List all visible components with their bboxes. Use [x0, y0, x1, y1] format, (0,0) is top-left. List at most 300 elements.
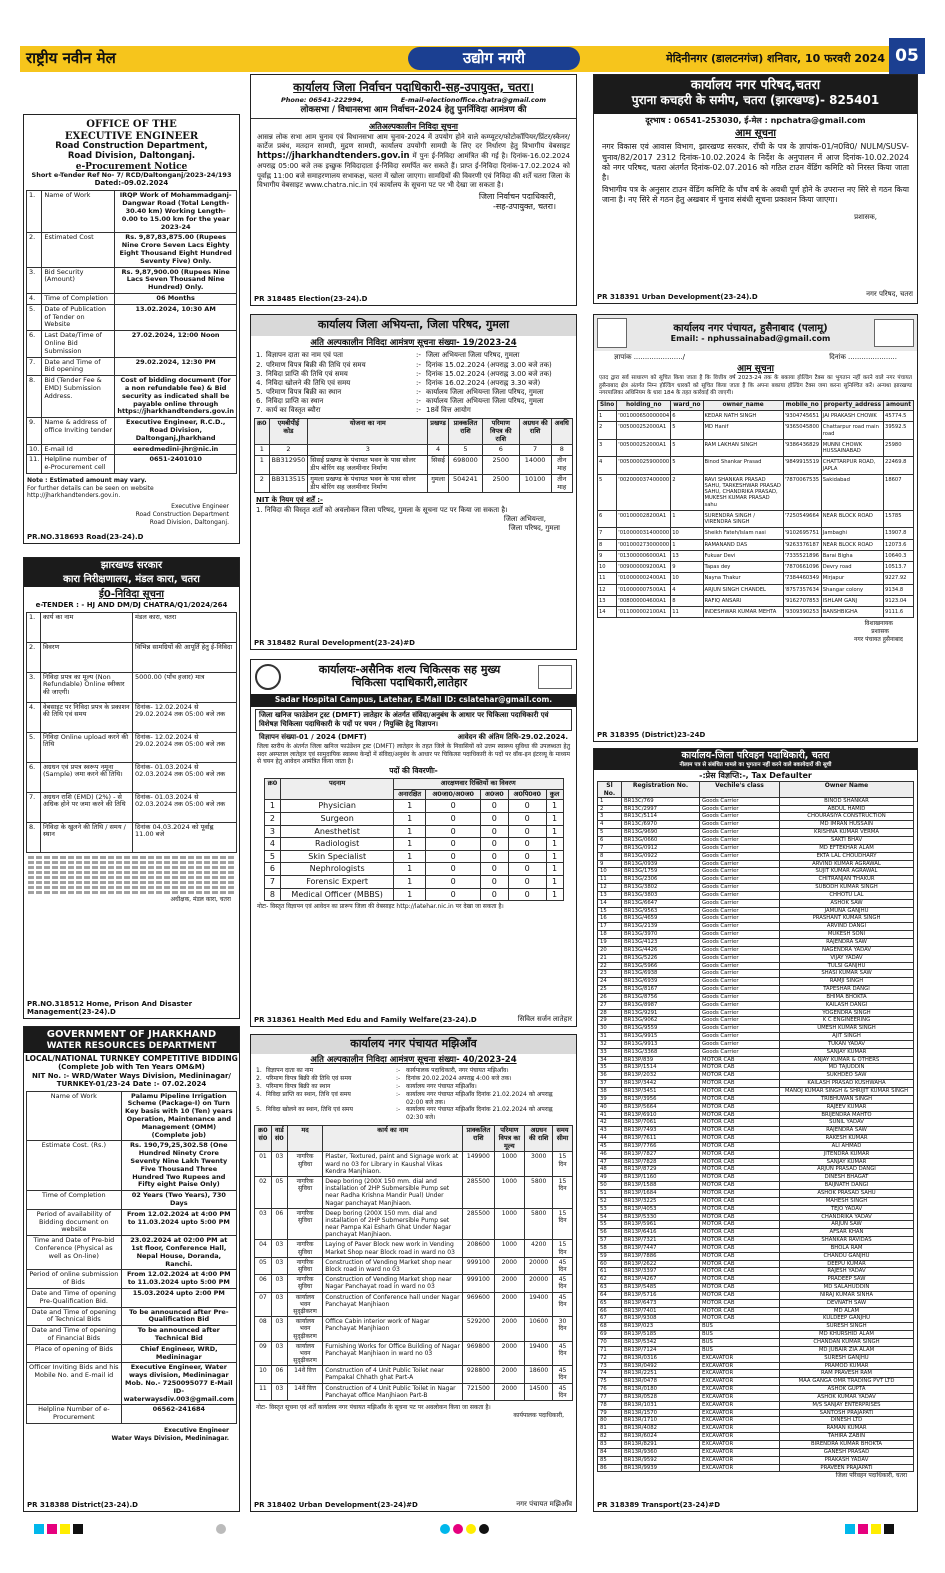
ad-title-2: पुराना कचहरी के समीप, चतरा (झारखण्ड)- 825401 [631, 92, 880, 107]
table-cell: YOGENDRA SINGH [780, 1009, 914, 1017]
post-count: 1 [393, 813, 426, 826]
col-header: प्रखण्ड [428, 419, 449, 445]
table-cell: 12 [598, 884, 622, 892]
table-cell: '9365045800 [783, 422, 821, 439]
table-cell: 15 [598, 907, 622, 915]
table-row [598, 1229, 914, 1237]
table-cell: BR13G/2306 [622, 876, 700, 884]
col-header: समय सीमा [553, 1125, 573, 1151]
ad-note-2: For further details can be seen on website http://jharkhandtenders.gov.in. [27, 484, 154, 500]
post-count: 1 [546, 838, 563, 851]
table-cell: BR13G/6647 [622, 899, 700, 907]
table-cell: ISHLAM GANJ [821, 595, 883, 606]
table-cell: EXCAVATOR [700, 1433, 780, 1441]
ad-sign-2: जिला परिषद, गुमला [508, 523, 560, 532]
table-cell: 37 [598, 1080, 622, 1088]
col-header: क्र0 सं0 [255, 1125, 272, 1151]
table-row [27, 612, 237, 642]
col-header: प्राक्कलित राशि [448, 419, 482, 445]
post-name: Radiologist [281, 838, 393, 851]
col-header: mobile_no [783, 401, 821, 411]
table-row [264, 838, 563, 851]
row-value: Cost of bidding document (for a non refundable fee) & Bid security as indicated shall be payable online through https://jharkhandtenders.gov.in [115, 376, 237, 418]
table-row [27, 267, 237, 293]
table-cell: 999100 [463, 1275, 494, 1292]
table-cell: BR13R/9360 [622, 1448, 700, 1456]
table-cell: SHANKAR RAVIDAS [780, 1237, 914, 1245]
row-number: 2. [27, 233, 42, 267]
table-row [598, 1299, 914, 1307]
table-row [598, 1370, 914, 1378]
table-cell: नागरिक सुविधा [287, 1275, 322, 1292]
table-cell: 25 [598, 986, 622, 994]
tender-link[interactable]: https://jharkhandtenders.gov.in [257, 151, 410, 162]
table-cell: TEJO YADAV [780, 1205, 914, 1213]
row-value: दिनांक- 12.02.2024 से 29.02.2024 तक 05:00 बजे तक [133, 702, 237, 732]
row-value: 06 Months [115, 293, 237, 304]
row-label: Helpline number of e-Procurement cell [42, 455, 115, 474]
row-label: Place of opening of Bids [27, 1344, 122, 1363]
post-name: Skin Specialist [281, 850, 393, 863]
table-cell: '011000002100A1 [617, 607, 671, 618]
row-label: Last Date/Time of Online Bid Submission [42, 331, 115, 357]
table-cell: NIRAJ KUMAR SINHA [780, 1291, 914, 1299]
post-count: 0 [480, 825, 508, 838]
table-cell: '001000273000000 [617, 539, 671, 550]
table-cell: 50 [598, 1182, 622, 1190]
row-sep: :- [396, 1090, 401, 1098]
ad-title: OFFICE OF THE [86, 119, 177, 130]
table-cell: कार्यालय भवन सुदृढ़ीकरण [287, 1317, 322, 1342]
table-row [255, 456, 573, 475]
table-cell: 1000 [494, 1240, 525, 1257]
ad-nit-2: TURNKEY-01/23-24 Date :- 07.02.2024 [56, 1079, 207, 1088]
table-cell: 06 [271, 1366, 287, 1383]
table-cell: 23 [598, 970, 622, 978]
post-count: 1 [546, 875, 563, 888]
table-cell: CHATTARPUR ROAD, JAPLA [821, 457, 883, 474]
row-value: दिनांक 16.02.2024 (अपराह्न 3.30 बजे) [426, 378, 541, 387]
col-header: परिमाण विपत्र का मूल्य [494, 1125, 525, 1151]
col-number: 4 [428, 445, 449, 456]
ad-dept: कारा निरीक्षणालय, मंडल कारा, चतरा [24, 574, 239, 588]
row-label: Period of availability of Bidding document on website [27, 1209, 122, 1235]
post-count: 0 [508, 888, 546, 901]
ad-election-tender [250, 74, 577, 306]
table-cell: ARVIND DANGI [780, 923, 914, 931]
table-cell: 03 [271, 1275, 287, 1292]
table-cell: MUKESH SONI [780, 931, 914, 939]
table-cell: 33 [598, 1048, 622, 1056]
table-cell: 8 [598, 539, 617, 550]
table-cell: 14वें वित्त [287, 1383, 322, 1400]
pr-number: PR 318389 Transport(23-24)#D [597, 1501, 721, 1509]
table-cell: 60 [598, 1260, 622, 1268]
table-cell: JAMUNA GANJHU [780, 907, 914, 915]
table-cell: 63 [598, 1284, 622, 1292]
logo-icon [538, 665, 572, 689]
table-cell: Goods Carrier [700, 1017, 780, 1025]
row-value: Rs. 9,87,900.00 (Rupees Nine Lacs Seven Thousand Nine Hundred) Only. [115, 267, 237, 293]
ad-title-2: WATER RESOURCES DEPARTMENT [24, 1041, 239, 1053]
row-value: 06562-241684 [121, 1405, 236, 1424]
table-cell: 02 [255, 1176, 272, 1208]
table-cell: BR13P/4053 [622, 1205, 700, 1213]
post-count: 0 [508, 850, 546, 863]
table-cell: MD ALAM [780, 1307, 914, 1315]
row-label: विज्ञापन दाता का नाम [266, 1067, 314, 1075]
col-header: कार्य का नाम [323, 1125, 463, 1151]
table-cell: 66 [598, 1307, 622, 1315]
table-cell: MUNNI CHOWK HUSSAINABAD [821, 439, 883, 456]
table-cell: 8 [598, 852, 622, 860]
table-cell: BR13C/769 [622, 797, 700, 805]
table-cell: MOTOR CAB [700, 1189, 780, 1197]
table-row [598, 946, 914, 954]
table-row [598, 1409, 914, 1417]
table-cell: 22 [598, 962, 622, 970]
table-cell: 19400 [525, 1292, 553, 1317]
table-cell: CHANDU GANJHU [780, 1252, 914, 1260]
table-cell: TAPESHAR DANGI [780, 986, 914, 994]
table-cell: 68 [598, 1323, 622, 1331]
table-cell: BR13P/7828 [622, 1158, 700, 1166]
pr-number: PR 318395 (District)23-24D [597, 731, 706, 739]
row-value: दिनांक- 01.03.2024 से 02.03.2024 तक 05:00 बजे तक [133, 762, 237, 792]
post-count: 0 [508, 800, 546, 813]
table-cell: 721500 [463, 1383, 494, 1400]
table-cell: 18607 [884, 474, 914, 510]
ad-defaulter-table [597, 781, 914, 1472]
table-cell: Goods Carrier [700, 829, 780, 837]
table-row [598, 868, 914, 876]
table-cell: 67 [598, 1315, 622, 1323]
row-label: Bid (Tender Fee & EMD) Submission Address. [42, 376, 115, 418]
table-row [598, 986, 914, 994]
table-cell: 1 [255, 456, 270, 475]
row-number: 5. [27, 732, 41, 762]
table-row [598, 1362, 914, 1370]
ad-sub: -:प्रेस विज्ञप्ति:-, Tax Defaulter [699, 771, 812, 781]
row-value: कार्यालय नगर पंचायत मझिआँव। [406, 1083, 477, 1090]
table-row [598, 923, 914, 931]
info-row [256, 1075, 571, 1083]
table-cell: 16 [598, 915, 622, 923]
table-cell: 51 [598, 1189, 622, 1197]
ad-latehar-recruitment [250, 659, 577, 1027]
row-value: 15.03.2024 upto 2:00 PM [121, 1288, 236, 1307]
table-cell: BR13P/3956 [622, 1095, 700, 1103]
info-row [256, 379, 571, 388]
table-cell: EXCAVATOR [700, 1370, 780, 1378]
table-cell: MANOJ KUMAR SINGH & SHRIJIT KUMAR SINGH [780, 1088, 914, 1096]
col-header: मद [287, 1125, 322, 1151]
table-cell: 03 [255, 1208, 272, 1240]
table-cell: '7250549664 [783, 510, 821, 527]
ad-body-2: में पुनः ई-निविदा आमंत्रित की गई है। दिनांक-16.02.2024 अपराह्न 05:00 बजे तक इच्छुक निविदादाता ई-निविदा समर्पित कर सकते हैं। प्राप्त ई-निविदा दिनांक-17.02.2024 को पूर्वाह्न 11:00 बजे समाहरणालय सभाकक्ष, चतरा में खोला जाएगा। सामग्रियों की विवरणी एवं निविदा की शर्तें चतरा जिला के विभागीय वेबसाइट www.chatra.nic.in एवं कार्यालय के सूचना पट पर भी देखा जा सकता है। [257, 152, 570, 189]
table-cell: '8757357634 [783, 584, 821, 595]
table-cell: '7335521896 [783, 550, 821, 561]
table-row [27, 1344, 237, 1363]
post-name: Anesthetist [281, 825, 393, 838]
table-cell: '010000031400000 [617, 528, 671, 539]
table-row [598, 1048, 914, 1056]
post-number: 4 [264, 838, 281, 851]
table-cell: '7870661096 [783, 562, 821, 573]
ad-note: NIT के नियम एवं शर्तें :- [256, 496, 323, 505]
table-cell: MOTOR CAB [700, 1166, 780, 1174]
row-value: दिनांक 15.02.2024 (अपराह्न 3.00 बजे तक) [426, 369, 552, 378]
pr-number: PR.NO.318512 Home, Prison And Disaster Management(23-24).D [27, 1000, 193, 1016]
post-count: 0 [426, 838, 480, 851]
table-cell: 40 [598, 1103, 622, 1111]
ad-body-2: विभागीय पत्र के अनुसार टाउन वेंडिंग कमिटि के पाँच वर्ष के अवधी पूर्ण होने के उपरान्त नए सिरे से गठन किया जाना है। नए सिरे से गठन हेतु अखबार में चुनाव संबंधी सूचना प्रकाशन किया जाएगा। [602, 184, 909, 205]
post-count: 0 [480, 838, 508, 851]
table-cell: 85 [598, 1456, 622, 1464]
table-row [598, 1127, 914, 1135]
table-cell: PRADEEP SAW [780, 1276, 914, 1284]
table-cell: 29 [598, 1017, 622, 1025]
table-cell: Deep boring (200X 150 mm. dial and installation of 2HP Submersible Pump set near Pampa Kai Esharh Ghat Under Nagar panchayat Manjhiaon. [323, 1208, 463, 1240]
row-number: 2. [256, 1075, 262, 1083]
table-cell: RAM LAKHAN SINGH [703, 439, 783, 456]
table-cell: MOTOR CAB [700, 1064, 780, 1072]
table-cell: सिसई [428, 456, 449, 475]
post-count: 1 [546, 888, 563, 901]
table-cell: 4 [671, 584, 703, 595]
col-group-header: आरक्षणवार रिक्तियों का विवरण [393, 778, 563, 789]
table-cell: कार्यालय भवन सुदृढ़ीकरण [287, 1341, 322, 1366]
table-row [598, 1072, 914, 1080]
table-cell: 13 [598, 891, 622, 899]
table-cell: BR13P/7766 [622, 1142, 700, 1150]
color-bar-left [34, 1524, 226, 1534]
table-cell: BR13G/4123 [622, 938, 700, 946]
row-value: eeredmedini-jhr@nic.in [115, 444, 237, 455]
table-row [598, 573, 914, 584]
table-row [598, 1033, 914, 1041]
ad-note: Note : Estimated amount may vary. [27, 476, 147, 484]
table-cell: BR13G/0922 [622, 852, 700, 860]
ad-title: कार्यालय जिला अभियन्ता, जिला परिषद, गुमला [251, 315, 576, 336]
table-cell: 2000 [494, 1366, 525, 1383]
table-cell: BRIJENDRA MAHTO [780, 1111, 914, 1119]
table-cell: 38 [598, 1088, 622, 1096]
table-row [598, 1111, 914, 1119]
table-cell: MOTOR CAB [700, 1135, 780, 1143]
post-count: 0 [426, 800, 480, 813]
post-count: 0 [426, 863, 480, 876]
table-cell: BR13R/9939 [622, 1464, 700, 1472]
table-cell: Goods Carrier [700, 1040, 780, 1048]
table-cell: 45 दिन [553, 1275, 573, 1292]
table-cell: 82 [598, 1433, 622, 1441]
col-header: अवधि [551, 419, 572, 445]
table-cell: PRAKASH YADAV [780, 1456, 914, 1464]
table-cell: Goods Carrier [700, 821, 780, 829]
table-cell: '9849915519 [783, 457, 821, 474]
table-cell: 56 [598, 1229, 622, 1237]
table-cell: 03 [271, 1317, 287, 1342]
table-cell: KEDAR NATH SINGH [703, 411, 783, 422]
table-cell: RAJESH YADAV [780, 1268, 914, 1276]
table-cell: RAMAN KUMAR [780, 1425, 914, 1433]
table-cell: Deep boring (200X 150 mm. dial and installation of 2HP Submersible Pump set near Radha Krishna Mandir Pual) Under Nagar panchayat Manjhiaon. [323, 1176, 463, 1208]
row-value: 29.02.2024, 12:30 PM [115, 357, 237, 376]
table-cell: MOTOR CAB [700, 1088, 780, 1096]
table-row [27, 1191, 237, 1210]
info-row [256, 1083, 571, 1091]
table-cell: 149900 [463, 1152, 494, 1177]
table-cell: MOTOR CAB [700, 1213, 780, 1221]
table-cell: 999100 [463, 1257, 494, 1274]
table-row [598, 813, 914, 821]
post-count: 1 [393, 800, 426, 813]
table-cell: MOTOR CAB [700, 1237, 780, 1245]
table-cell: BR13G/3803 [622, 891, 700, 899]
table-row [27, 191, 237, 233]
ad-sign-3: नगर पंचायत हुसैनाबाद [854, 635, 903, 643]
table-cell: ARVIND KUMAR AGRAWAL [780, 860, 914, 868]
table-row [598, 1205, 914, 1213]
ad-title: कार्यालयः-असैनिक शल्य चिकित्सक सह मुख्य [318, 663, 501, 677]
table-cell: 41 [598, 1111, 622, 1119]
table-cell: CHHOTU LAL [780, 891, 914, 899]
table-cell: Shangar colony [821, 584, 883, 595]
table-cell: 46 [598, 1150, 622, 1158]
row-label: Estimate Cost. (Rs.) [27, 1141, 122, 1191]
row-number: 7. [27, 792, 41, 822]
col-header: क्र0 [255, 419, 270, 445]
table-cell: Goods Carrier [700, 797, 780, 805]
col-number: 7 [519, 445, 551, 456]
post-count: 0 [508, 825, 546, 838]
post-count: 0 [508, 838, 546, 851]
table-cell: '001000028200A1 [617, 510, 671, 527]
table-cell: 1 [598, 411, 617, 422]
table-cell: MOTOR CAB [700, 1127, 780, 1135]
table-cell: BR13G/4659 [622, 915, 700, 923]
table-cell: Goods Carrier [700, 884, 780, 892]
table-row [598, 1307, 914, 1315]
table-cell: 45 दिन [553, 1257, 573, 1274]
table-cell: MOTOR CAB [700, 1056, 780, 1064]
ad-gov: झारखण्ड सरकार [24, 558, 239, 574]
table-cell: Goods Carrier [700, 899, 780, 907]
post-count: 0 [480, 863, 508, 876]
post-count: 1 [393, 875, 426, 888]
color-bar-center [440, 1524, 489, 1534]
table-cell: कार्यालय भवन सुदृढ़ीकरण [287, 1292, 322, 1317]
table-cell: TRIBHUWAN SINGH [780, 1095, 914, 1103]
table-cell: BR13G/5226 [622, 954, 700, 962]
table-cell: 54 [598, 1213, 622, 1221]
table-cell: BR13R/6024 [622, 1433, 700, 1441]
table-cell: AJIT SINGH [780, 1033, 914, 1041]
table-cell: '9162707853 [783, 595, 821, 606]
table-row [598, 1440, 914, 1448]
table-cell: ALI AHMAD [780, 1142, 914, 1150]
col-header: पदनाम [281, 778, 393, 800]
table-row [598, 607, 914, 618]
table-cell: 69 [598, 1331, 622, 1339]
table-cell: 20 [598, 946, 622, 954]
table-cell: BR13G/0912 [622, 844, 700, 852]
table-row [27, 357, 237, 376]
info-row [256, 397, 571, 406]
table-cell: Tapas dey [703, 562, 783, 573]
table-cell: 32 [598, 1040, 622, 1048]
table-cell: सिसई प्रखण्ड के पंचायत भवन के पास सोलर डीप बोरिंग सह जलमीनार निर्माण [308, 456, 428, 475]
table-cell: 15785 [884, 510, 914, 527]
table-cell: 9227.92 [884, 573, 914, 584]
table-row [27, 1288, 237, 1307]
table-cell: MOTOR CAB [700, 1315, 780, 1323]
table-cell: EXCAVATOR [700, 1417, 780, 1425]
table-cell: '9309390253 [783, 607, 821, 618]
col-header: कुल [546, 789, 563, 800]
ad-sub: अति अल्पकालीन निविदा आमंत्रण सूचना संख्या- 40/2023-24 [310, 1054, 517, 1065]
table-row [598, 1346, 914, 1354]
table-cell: SANTOSH PRAJAPATI [780, 1409, 914, 1417]
col-header: परिमाण विपत्र की राशि [482, 419, 519, 445]
table-row [598, 1331, 914, 1339]
ad-body: नगर विकास एवं आवास विभाग, झारखण्ड सरकार, राँची के पत्र के ज्ञापांक-01/न0वि0/ NULM/SUSV-चुनाव/82/2017 2312 दिनांक-10.02.2024 के निर्देश के अनुपालन में आज दिनांक-10.02.2024 को नगर परिषद, चतरा अंतर्गत दिनांक-02.07.2016 को गठित टाउन वेंडिंग कमिटि को निरस्त किया जाता है। [602, 142, 909, 182]
table-cell: 2 [598, 805, 622, 813]
ad-sign: कार्यपालक पदाधिकारी, [513, 1411, 564, 1419]
table-cell: '001000650000004 [617, 411, 671, 422]
table-row [598, 1315, 914, 1323]
table-cell: BR13R/4082 [622, 1425, 700, 1433]
table-cell: SHASI KUMAR SAW [780, 970, 914, 978]
ad-body: आसन्न लोक सभा आम चुनाव एवं विधानसभा आम चुनाव-2024 में उपयोग होने वाले कम्प्यूटर/फोटोकॉपियर/प्रिंटर/स्कैनर/कार्टेज प्रबंध, मतदान सामग्री, मुद्रण सामग्री, कार्यालय उपयोगी सामग्री के लिए दर निर्धारण हेतु विभागीय वेबसाइट [257, 133, 570, 151]
row-value: कार्यालय जिला अभियन्ता जिला परिषद, गुमला [426, 396, 544, 405]
table-cell: BR13P/7061 [622, 1119, 700, 1127]
table-cell: 03 [271, 1292, 287, 1317]
table-cell: '005000252000A1 [617, 439, 671, 456]
row-number: 7. [256, 405, 263, 414]
table-cell: 3 [598, 813, 622, 821]
row-label: Date and Time of opening of Technical Bids [27, 1307, 122, 1326]
table-row [27, 1363, 237, 1405]
ad-rcd-table [26, 190, 237, 474]
post-count: 0 [480, 850, 508, 863]
table-cell: 48 [598, 1166, 622, 1174]
table-row [598, 457, 914, 474]
table-row [598, 528, 914, 539]
row-label: परिमाण विपत्र बिक्री की तिथि एवं समय [266, 1075, 352, 1083]
post-name: Nephrologists [281, 863, 393, 876]
info-row [256, 351, 571, 360]
table-cell: 09 [255, 1341, 272, 1366]
ad-prison-tender [23, 557, 240, 1019]
table-cell: 58 [598, 1244, 622, 1252]
table-cell: BR13P/5664 [622, 1103, 700, 1111]
table-cell: Goods Carrier [700, 860, 780, 868]
table-row [598, 1464, 914, 1472]
table-row [27, 455, 237, 474]
ad-last-date: आवेदन की अंतिम तिथि-29.02.2024. [457, 732, 568, 741]
table-row [255, 1208, 573, 1240]
table-cell: BR13C/5114 [622, 813, 700, 821]
table-row [598, 562, 914, 573]
table-cell: 14500 [525, 1383, 553, 1400]
table-cell: MOTOR CAB [700, 1080, 780, 1088]
table-cell: TULSI GANJHU [780, 962, 914, 970]
col-header: Owner Name [780, 782, 914, 797]
table-cell: Laying of Paver Block new work in Vending Market Shop near Block road in ward no 03 [323, 1240, 463, 1257]
table-row [598, 1456, 914, 1464]
